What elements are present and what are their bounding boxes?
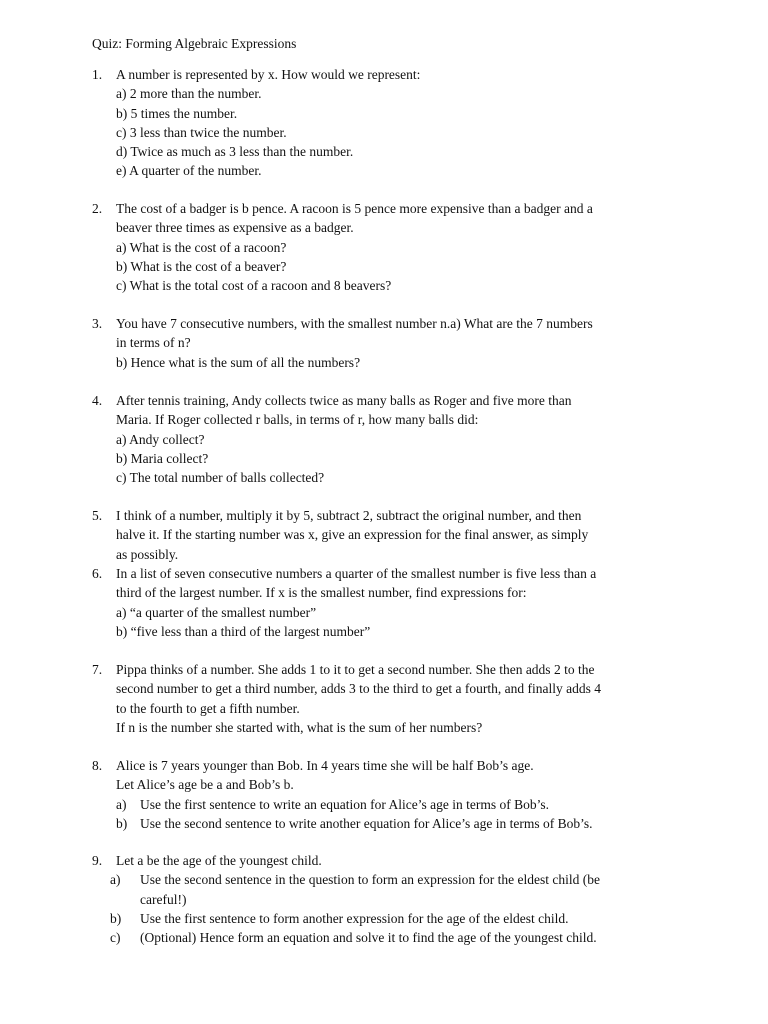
subpart-text-line: Use the second sentence in the question to form an expression for the eldest child (be: [140, 872, 600, 888]
subpart-text: (Optional) Hence form an equation and solve it to find the age of the youngest child.: [140, 930, 597, 946]
subpart-text: Use the first sentence to form another expression for the age of the eldest child.: [140, 910, 569, 926]
subpart-label: b): [110, 910, 122, 926]
question-part: c) What is the total cost of a racoon and 8 beavers?: [116, 278, 392, 294]
question-number: 6.: [92, 566, 103, 581]
question-line: Alice is 7 years younger than Bob. In 4 years time she will be half Bob’s age.: [116, 758, 534, 773]
question-subpart: [110, 928, 676, 947]
question-number: 7.: [92, 662, 103, 677]
question-line: halve it. If the starting number was x, give an expression for the final answer, as simply: [116, 527, 589, 543]
question-part: c) The total number of balls collected?: [116, 470, 325, 486]
question-body: [116, 314, 676, 372]
question-part: a) 2 more than the number.: [116, 86, 262, 102]
question-body: [116, 564, 676, 641]
question-line: second number to get a third number, adds 3 to the third to get a fourth, and finally adds 4: [116, 681, 601, 697]
question-line: beaver three times as expensive as a badger.: [116, 220, 354, 236]
question-number: 9.: [92, 853, 103, 868]
question-part: d) Twice as much as 3 less than the number.: [116, 144, 354, 160]
subpart-label: a): [116, 796, 127, 812]
question-line: A number is represented by x. How would we represent:: [116, 67, 421, 82]
question-part: e) A quarter of the number.: [116, 163, 262, 179]
question-part: a) What is the cost of a racoon?: [116, 239, 287, 255]
question-subpart: [116, 814, 676, 833]
question-line: in terms of n?: [116, 335, 191, 351]
question-number: 8.: [92, 758, 103, 773]
question-part: b) Maria collect?: [116, 450, 209, 466]
page-title: Quiz: Forming Algebraic Expressions: [92, 36, 297, 51]
question-part: b) 5 times the number.: [116, 105, 238, 121]
question-body: [110, 851, 676, 947]
subpart-label: a): [110, 872, 121, 888]
question-number: 2.: [92, 201, 103, 216]
question-line: The cost of a badger is b pence. A racoon is 5 pence more expensive than a badger and a: [116, 201, 593, 216]
question-line: Maria. If Roger collected r balls, in terms of r, how many balls did:: [116, 412, 479, 428]
question-subpart: [110, 909, 676, 928]
question-body: [116, 199, 676, 295]
subpart-text: Use the first sentence to write an equation for Alice’s age in terms of Bob’s.: [140, 796, 550, 812]
question-line: You have 7 consecutive numbers, with the smallest number n.a) What are the 7 numbers: [116, 316, 593, 331]
question-part: a) “a quarter of the smallest number”: [116, 604, 317, 620]
question-number: 4.: [92, 393, 103, 408]
question-line: Pippa thinks of a number. She adds 1 to it to get a second number. She then adds 2 to the: [116, 662, 595, 677]
question-subpart: [116, 795, 676, 814]
question-part: b) “five less than a third of the largest number”: [116, 623, 371, 639]
question-line: If n is the number she started with, what is the sum of her numbers?: [116, 719, 483, 735]
subpart-text-line: careful!): [140, 891, 187, 907]
question-line: In a list of seven consecutive numbers a quarter of the smallest number is five less than a: [116, 566, 597, 581]
question-line: After tennis training, Andy collects twice as many balls as Roger and five more than: [116, 393, 572, 408]
question-line: third of the largest number. If x is the smallest number, find expressions for:: [116, 585, 527, 601]
subpart-label: c): [110, 930, 121, 946]
subpart-text: [140, 870, 600, 909]
question-line: I think of a number, multiply it by 5, subtract 2, subtract the original number, and then: [116, 508, 582, 523]
subpart-label: b): [116, 815, 128, 831]
question-part: b) What is the cost of a beaver?: [116, 258, 287, 274]
question-body: [116, 506, 676, 564]
question-number: 5.: [92, 508, 103, 523]
question-body: [116, 660, 676, 737]
question-body: [116, 756, 676, 833]
question-body: [116, 391, 676, 487]
question-number: 3.: [92, 316, 103, 331]
subpart-text: Use the second sentence to write another equation for Alice’s age in terms of Bob’s.: [140, 815, 593, 831]
question-body: [116, 65, 676, 181]
question-part: c) 3 less than twice the number.: [116, 124, 287, 140]
question-line: Let Alice’s age be a and Bob’s b.: [116, 777, 294, 793]
question-line: Let a be the age of the youngest child.: [116, 853, 322, 868]
question-line: b) Hence what is the sum of all the numbers?: [116, 354, 361, 370]
question-line: as possibly.: [116, 546, 179, 562]
question-number: 1.: [92, 67, 103, 82]
question-subpart: [110, 870, 676, 909]
question-part: a) Andy collect?: [116, 431, 205, 447]
question-line: to the fourth to get a fifth number.: [116, 700, 300, 716]
